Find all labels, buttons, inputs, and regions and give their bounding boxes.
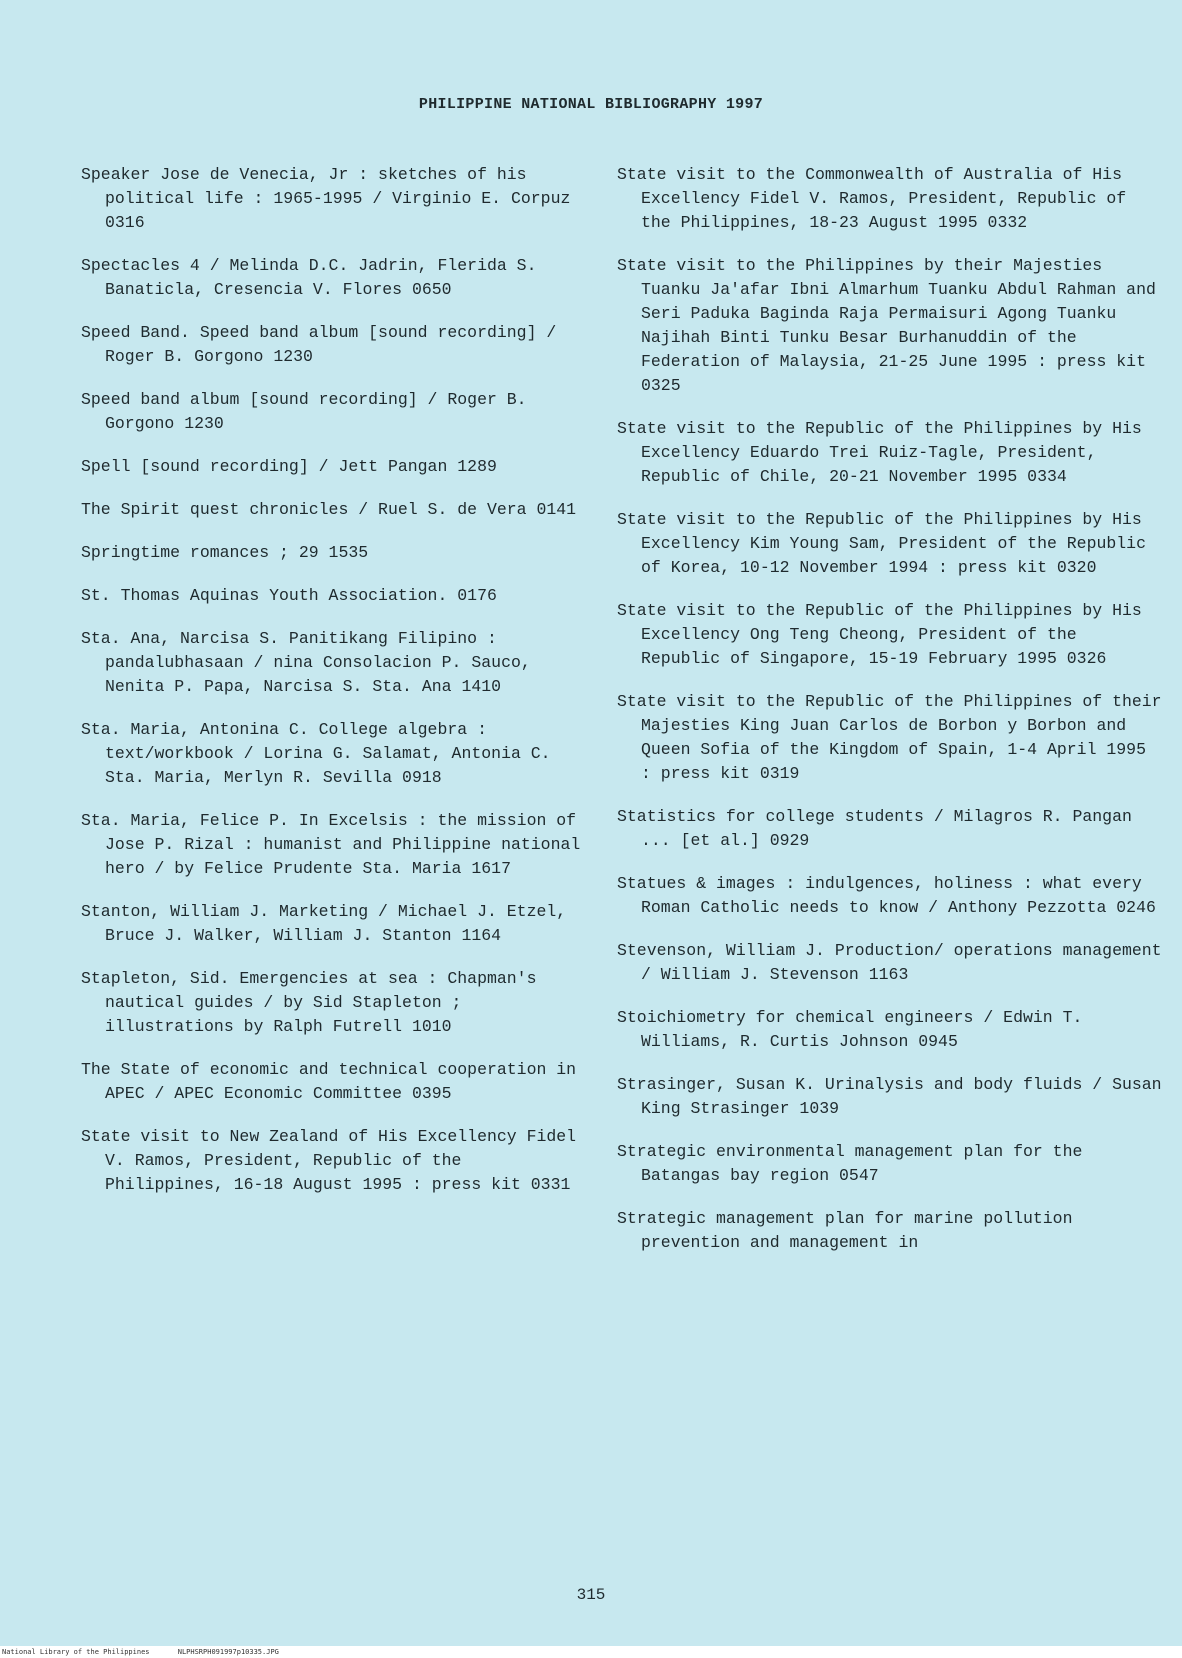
bibliography-entry: State visit to the Philippines by their Majesties Tuanku Ja'afar Ibni Almarhum Tuanku Abdul Rahman and Seri Paduka Baginda Raja Permaisuri Agong Tuanku Najihah Binti Tunku Besar Burhanuddin of the Federation of Malaysia, 21-25 June 1995 : press kit 0325 [617,256,1166,395]
bibliography-entry: Statues & images : indulgences, holiness : what every Roman Catholic needs to know / Anthony Pezzotta 0246 [617,874,1156,917]
bibliography-entry: Spectacles 4 / Melinda D.C. Jadrin, Flerida S. Banaticla, Cresencia V. Flores 0650 [81,256,547,299]
bibliography-entry: Sta. Maria, Antonina C. College algebra : text/workbook / Lorina G. Salamat, Antonia C. Sta. Maria, Merlyn R. Sevilla 0918 [81,720,561,787]
bibliography-entry: Stoichiometry for chemical engineers / Edwin T. Williams, R. Curtis Johnson 0945 [617,1008,1093,1051]
bibliography-entry: Sta. Maria, Felice P. In Excelsis : the mission of Jose P. Rizal : humanist and Philippine national hero / by Felice Prudente Sta. Maria 1617 [81,811,591,878]
bibliography-entry: Statistics for college students / Milagros R. Pangan ... [et al.] 0929 [617,807,1142,850]
bibliography-entry: State visit to the Republic of the Philippines by His Excellency Kim Young Sam, President of the Republic of Korea, 10-12 November 1994 : press kit 0320 [617,510,1156,577]
bibliography-entry: Stapleton, Sid. Emergencies at sea : Chapman's nautical guides / by Sid Stapleton ; illustrations by Ralph Futrell 1010 [81,969,547,1036]
bibliography-entry: Speaker Jose de Venecia, Jr : sketches of his political life : 1965-1995 / Virginio E. Corpuz 0316 [81,165,581,232]
footer [0,1646,1182,1658]
bibliography-entry: Stanton, William J. Marketing / Michael J. Etzel, Bruce J. Walker, William J. Stanton 1164 [81,902,577,945]
right-column [617,163,1172,1274]
bibliography-entry: State visit to New Zealand of His Excellency Fidel V. Ramos, President, Republic of the Philippines, 16-18 August 1995 : press kit 0331 [81,1127,586,1194]
bibliography-entry: State visit to the Commonwealth of Australia of His Excellency Fidel V. Ramos, President, Republic of the Philippines, 18-23 August 1995 0332 [617,165,1137,232]
bibliography-entry: Strategic environmental management plan for the Batangas bay region 0547 [617,1142,1093,1185]
bibliography-entry: Speed band album [sound recording] / Roger B. Gorgono 1230 [81,390,537,433]
bibliography-entry: Strasinger, Susan K. Urinalysis and body fluids / Susan King Strasinger 1039 [617,1075,1172,1118]
bibliography-entry: State visit to the Republic of the Philippines by His Excellency Eduardo Trei Ruiz-Tagle, President, Republic of Chile, 20-21 November 1995 0334 [617,419,1152,486]
bibliography-entry: State visit to the Republic of the Philippines by His Excellency Ong Teng Cheong, President of the Republic of Singapore, 15-19 February 1995 0326 [617,601,1152,668]
bibliography-entry: The Spirit quest chronicles / Ruel S. de Vera 0141 [81,500,577,519]
bibliography-entry: Sta. Ana, Narcisa S. Panitikang Filipino : pandalubhasaan / nina Consolacion P. Sauco, Nenita P. Papa, Narcisa S. Sta. Ana 1410 [81,629,541,696]
bibliography-entry: Strategic management plan for marine pollution prevention and management in [617,1209,1083,1252]
page-title: PHILIPPINE NATIONAL BIBLIOGRAPHY 1997 [418,96,764,113]
page-number: 315 [576,1586,606,1604]
bibliography-entry: Spell [sound recording] / Jett Pangan 1289 [81,457,497,476]
bibliography-entry: The State of economic and technical cooperation in APEC / APEC Economic Committee 0395 [81,1060,586,1103]
bibliography-entry: Springtime romances ; 29 1535 [81,543,369,562]
footer-library: National Library of the Philippines [2,1648,150,1656]
footer-file: NLPHSRPH091997p10335.JPG [177,1648,279,1656]
bibliography-entry: State visit to the Republic of the Philippines of their Majesties King Juan Carlos de Borbon y Borbon and Queen Sofia of the Kingdom of Spain, 1-4 April 1995 : press kit 0319 [617,692,1172,783]
left-column [81,163,591,1216]
bibliography-entry: Stevenson, William J. Production/ operations management / William J. Stevenson 1163 [617,941,1172,984]
bibliography-entry: St. Thomas Aquinas Youth Association. 0176 [81,586,497,605]
bibliography-entry: Speed Band. Speed band album [sound recording] / Roger B. Gorgono 1230 [81,323,567,366]
